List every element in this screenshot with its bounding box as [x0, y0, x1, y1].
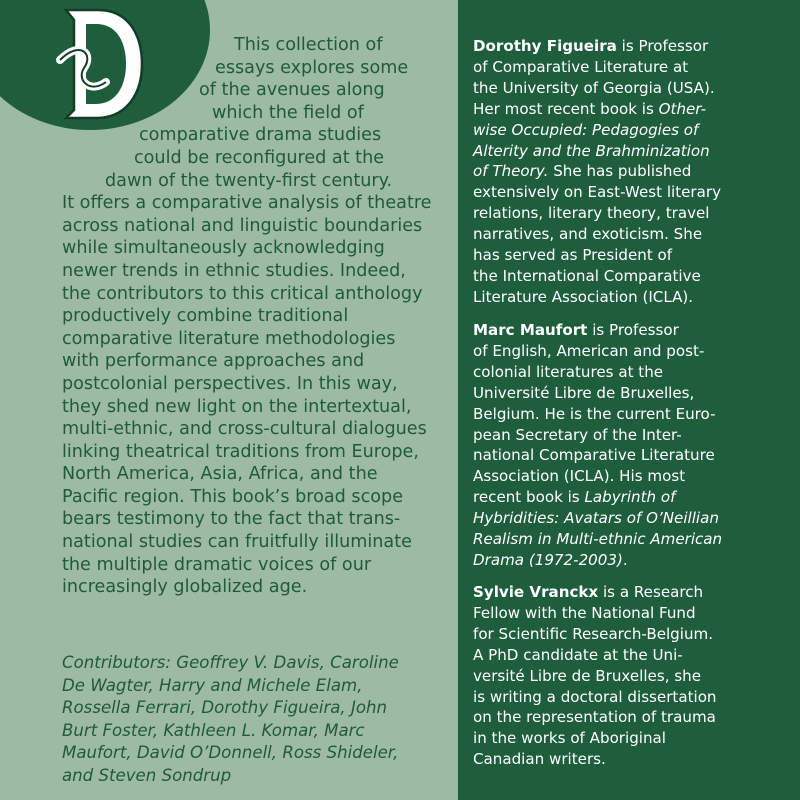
- bio-text: pean Secretary of the Inter-: [473, 425, 682, 444]
- bio-text: is Professor: [587, 321, 679, 339]
- description-line: comparative literature methodologies: [62, 328, 396, 349]
- bio-line: [473, 666, 793, 687]
- bio-dorothy-figueira: [473, 36, 793, 308]
- bio-line: [473, 141, 793, 162]
- bio-line: [473, 224, 793, 245]
- bio-text: versité Libre de Bruxelles, she: [473, 666, 702, 685]
- bio-line: [473, 78, 793, 99]
- bio-text: Association (ICLA). His most: [473, 467, 686, 486]
- bio-sylvie-vranckx: [473, 582, 793, 770]
- bio-line: [473, 645, 793, 666]
- bio-text: relations, literary theory, travel: [473, 204, 710, 223]
- bio-text: Literature Association (ICLA).: [473, 287, 694, 306]
- description-line: of the avenues along: [199, 80, 385, 101]
- bio-line: [473, 320, 793, 341]
- author-name: Sylvie Vranckx: [473, 583, 599, 601]
- description-line: comparative drama studies: [139, 125, 382, 146]
- bio-text: for Scientific Research-Belgium.: [473, 624, 714, 643]
- bio-line: [473, 749, 793, 770]
- contributors-line: Burt Foster, Kathleen L. Komar, Marc: [62, 720, 365, 740]
- book-title-text: of Theory.: [473, 162, 549, 181]
- book-description: [62, 34, 452, 599]
- bio-text: Belgium. He is the current Euro-: [473, 404, 716, 423]
- bio-text: is a Research: [598, 583, 704, 601]
- bio-line: [473, 57, 793, 78]
- bio-line: [473, 203, 793, 224]
- bio-line: [473, 550, 793, 571]
- bio-text: in the works of Aboriginal: [473, 729, 666, 748]
- bio-line: [473, 245, 793, 266]
- description-line: dawn of the twenty-first century.: [105, 170, 393, 191]
- description-line: the contributors to this critical anthology: [62, 283, 423, 304]
- bio-text: colonial literatures at the: [473, 362, 664, 381]
- bio-text: of English, American and post-: [473, 341, 705, 360]
- description-line: newer trends in ethnic studies. Indeed,: [62, 260, 406, 281]
- bio-line: [473, 529, 793, 550]
- bio-text: is writing a doctoral dissertation: [473, 687, 717, 706]
- description-line: increasingly globalized age.: [62, 577, 308, 598]
- bio-text: the International Comparative: [473, 266, 701, 285]
- bio-text: national Comparative Literature: [473, 446, 715, 465]
- bio-text: A PhD candidate at the Uni-: [473, 645, 683, 664]
- contributors-line: De Wagter, Harry and Michele Elam,: [62, 675, 363, 695]
- bio-line: [473, 362, 793, 383]
- bio-line: [473, 404, 793, 425]
- description-line: the multiple dramatic voices of our: [62, 554, 372, 575]
- bio-text: extensively on East-West literary: [473, 183, 722, 202]
- bio-line: [473, 728, 793, 749]
- bio-line: [473, 120, 793, 141]
- bio-text: recent book is: [473, 488, 585, 507]
- description-line: linking theatrical traditions from Europe,: [62, 441, 419, 462]
- description-line: could be reconfigured at the: [134, 147, 385, 168]
- description-line: across national and linguistic boundaries: [62, 215, 423, 236]
- book-title-text: wise Occupied: Pedagogies of: [473, 120, 699, 139]
- description-line: multi-ethnic, and cross-cultural dialogues: [62, 419, 427, 440]
- description-line: essays explores some: [215, 57, 409, 78]
- bio-line: [473, 687, 793, 708]
- bio-line: [473, 287, 793, 308]
- bio-line: [473, 603, 793, 624]
- bio-line: [473, 582, 793, 603]
- bio-line: [473, 36, 793, 57]
- bio-text: She has published: [548, 162, 692, 181]
- bio-line: [473, 182, 793, 203]
- book-title-text: Realism in Multi-ethnic American: [473, 530, 723, 549]
- bio-line: [473, 508, 793, 529]
- description-line: Pacific region. This book’s broad scope: [62, 486, 404, 507]
- contributors-line: and Steven Sondrup: [62, 765, 232, 785]
- bio-text: of Comparative Literature at: [473, 57, 689, 76]
- bio-line: [473, 707, 793, 728]
- bio-line: [473, 445, 793, 466]
- book-title-text: Labyrinth of: [584, 488, 676, 507]
- description-line: It offers a comparative analysis of theatre: [62, 193, 432, 214]
- book-title-text: Drama (1972-2003): [473, 550, 623, 569]
- contributors-line: Maufort, David O’Donnell, Ross Shideler,: [62, 743, 399, 763]
- bio-text: Canadian writers.: [473, 750, 606, 769]
- bio-marc-maufort: [473, 320, 793, 571]
- bio-text: Her most recent book is: [473, 99, 659, 118]
- bio-line: [473, 341, 793, 362]
- description-line: which the field of: [212, 102, 364, 123]
- bio-line: [473, 161, 793, 182]
- bio-line: [473, 487, 793, 508]
- bio-line: [473, 466, 793, 487]
- book-title-text: Other-: [658, 99, 707, 118]
- book-title-text: Hybridities: Avatars of O’Neillian: [473, 509, 719, 528]
- bio-text: on the representation of trauma: [473, 708, 716, 727]
- description-line: bears testimony to the fact that trans-: [62, 509, 401, 530]
- description-line: North America, Asia, Africa, and the: [62, 464, 378, 485]
- bio-text: has served as President of: [473, 246, 673, 265]
- author-name: Dorothy Figueira: [473, 37, 617, 55]
- contributors-line: Rossella Ferrari, Dorothy Figueira, John: [62, 698, 388, 718]
- description-line: national studies can fruitfully illuminate: [62, 532, 412, 553]
- bio-text: Fellow with the National Fund: [473, 603, 696, 622]
- contributors-list: [62, 652, 452, 788]
- bio-line: [473, 624, 793, 645]
- bio-text: Université Libre de Bruxelles,: [473, 383, 695, 402]
- description-line: productively combine traditional: [62, 306, 349, 327]
- description-line: postcolonial perspectives. In this way,: [62, 373, 398, 394]
- description-line: they shed new light on the intertextual,: [62, 396, 412, 417]
- author-name: Marc Maufort: [473, 321, 588, 339]
- bio-line: [473, 266, 793, 287]
- bio-text: is Professor: [616, 37, 709, 55]
- description-line: while simultaneously acknowledging: [62, 238, 385, 259]
- book-title-text: Alterity and the Brahminization: [473, 141, 710, 160]
- description-line: with performance approaches and: [62, 351, 365, 372]
- bio-line: [473, 99, 793, 120]
- contributors-line: Contributors: Geoffrey V. Davis, Caroline: [62, 653, 399, 672]
- description-line: This collection of: [234, 35, 383, 55]
- bio-line: [473, 425, 793, 446]
- bio-text: the University of Georgia (USA).: [473, 78, 715, 97]
- bio-text: narratives, and exoticism. She: [473, 225, 703, 244]
- bio-line: [473, 383, 793, 404]
- bio-text: .: [622, 550, 628, 569]
